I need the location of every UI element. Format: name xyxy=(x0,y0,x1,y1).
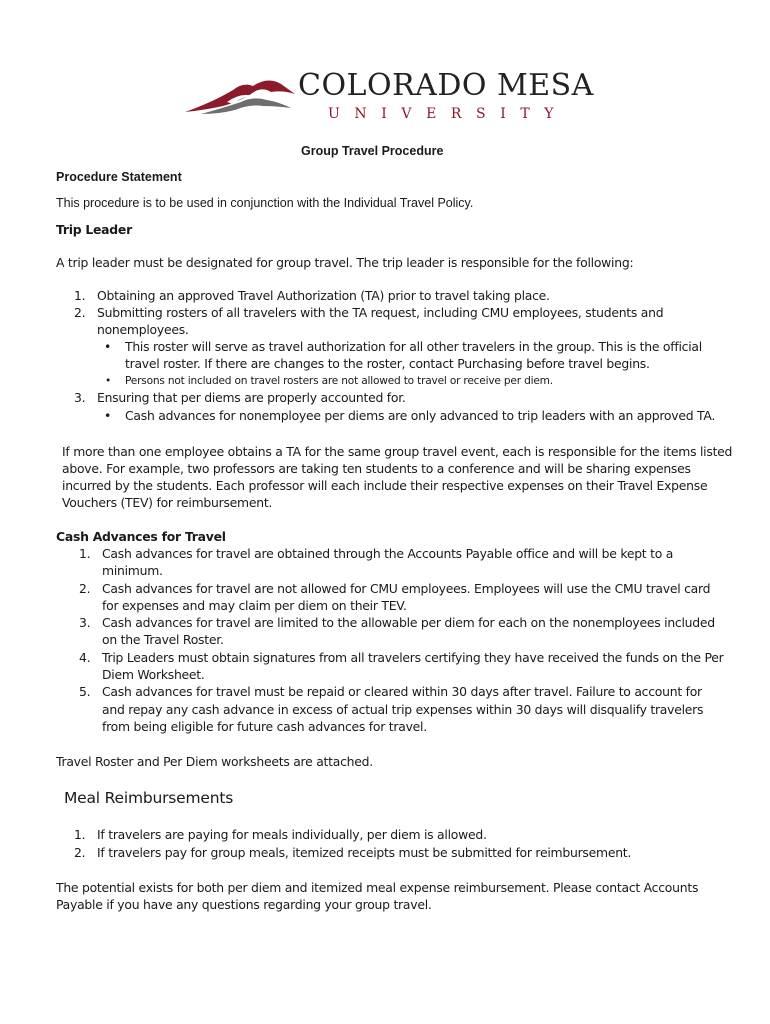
sub-list-item: Cash advances for nonemployee per diems are only advanced to trip leaders with an approved TA. xyxy=(125,408,716,423)
mesa-mountain-icon xyxy=(183,72,303,122)
list-item-continued: and repay any cash advance in excess of actual trip expenses within 30 days will disqualify travelers xyxy=(102,702,704,717)
meal-heading: Meal Reimbursements xyxy=(64,789,234,807)
list-item: Submitting rosters of all travelers with the TA request, including CMU employees, students and xyxy=(97,305,664,320)
list-number: 2. xyxy=(74,305,86,320)
trip-leader-heading: Trip Leader xyxy=(56,222,132,237)
note-line: incurred by the students. Each professor will each include their respective expenses on their Travel Expense xyxy=(62,478,708,493)
sub-list-item: This roster will serve as travel authorization for all other travelers in the group. This is the official xyxy=(125,339,702,354)
logo-wordmark: COLORADO MESA xyxy=(298,68,594,103)
page-title: Group Travel Procedure xyxy=(301,144,444,158)
list-item: Cash advances for travel are limited to the allowable per diem for each on the nonemployees included xyxy=(102,615,715,630)
list-item-continued: from being eligible for future cash advances for travel. xyxy=(102,719,427,734)
list-item-continued: nonemployees. xyxy=(97,322,189,337)
note-line: above. For example, two professors are taking ten students to a conference and will be sharing expenses xyxy=(62,461,691,476)
list-item: Cash advances for travel must be repaid or cleared within 30 days after travel. Failure to account for xyxy=(102,684,702,699)
list-number: 3. xyxy=(79,615,91,630)
list-number: 1. xyxy=(74,288,86,303)
list-item: Cash advances for travel are obtained through the Accounts Payable office and will be kept to a xyxy=(102,546,674,561)
list-item: If travelers pay for group meals, itemized receipts must be submitted for reimbursement. xyxy=(97,845,632,860)
list-item-continued: minimum. xyxy=(102,563,163,578)
list-number: 1. xyxy=(79,546,91,561)
list-item-continued: for expenses and may claim per diem on their TEV. xyxy=(102,598,407,613)
list-item: Ensuring that per diems are properly accounted for. xyxy=(97,390,406,405)
bullet-icon: • xyxy=(104,339,112,354)
note-line: If more than one employee obtains a TA for the same group travel event, each is responsible for the items listed xyxy=(62,444,733,459)
closing-line: The potential exists for both per diem and itemized meal expense reimbursement. Please contact Accounts xyxy=(56,880,699,895)
logo-university: UNIVERSITY xyxy=(328,106,569,122)
list-number: 5. xyxy=(79,684,91,699)
trip-leader-intro: A trip leader must be designated for group travel. The trip leader is responsible for the following: xyxy=(56,255,634,270)
procedure-heading: Procedure Statement xyxy=(56,170,182,184)
list-item-continued: Diem Worksheet. xyxy=(102,667,205,682)
list-item: If travelers are paying for meals individually, per diem is allowed. xyxy=(97,827,487,842)
list-number: 3. xyxy=(74,390,86,405)
university-logo xyxy=(183,66,594,130)
procedure-text: This procedure is to be used in conjunction with the Individual Travel Policy. xyxy=(56,196,474,210)
cash-advances-heading: Cash Advances for Travel xyxy=(56,529,226,544)
list-item: Trip Leaders must obtain signatures from all travelers certifying they have received the funds on the Per xyxy=(102,650,724,665)
list-number: 1. xyxy=(74,827,86,842)
sub-list-item-continued: travel roster. If there are changes to the roster, contact Purchasing before travel begins. xyxy=(125,356,650,371)
sub-list-item: Persons not included on travel rosters are not allowed to travel or receive per diem. xyxy=(125,375,553,387)
list-number: 4. xyxy=(79,650,91,665)
list-item-continued: on the Travel Roster. xyxy=(102,632,224,647)
list-number: 2. xyxy=(74,845,86,860)
attachments-note: Travel Roster and Per Diem worksheets are attached. xyxy=(56,754,373,769)
list-item: Obtaining an approved Travel Authorization (TA) prior to travel taking place. xyxy=(97,288,550,303)
closing-line: Payable if you have any questions regarding your group travel. xyxy=(56,897,432,912)
list-item: Cash advances for travel are not allowed for CMU employees. Employees will use the CMU travel card xyxy=(102,581,711,596)
list-number: 2. xyxy=(79,581,91,596)
bullet-icon: • xyxy=(104,408,112,423)
bullet-icon: • xyxy=(105,375,112,387)
note-line: Vouchers (TEV) for reimbursement. xyxy=(62,495,273,510)
